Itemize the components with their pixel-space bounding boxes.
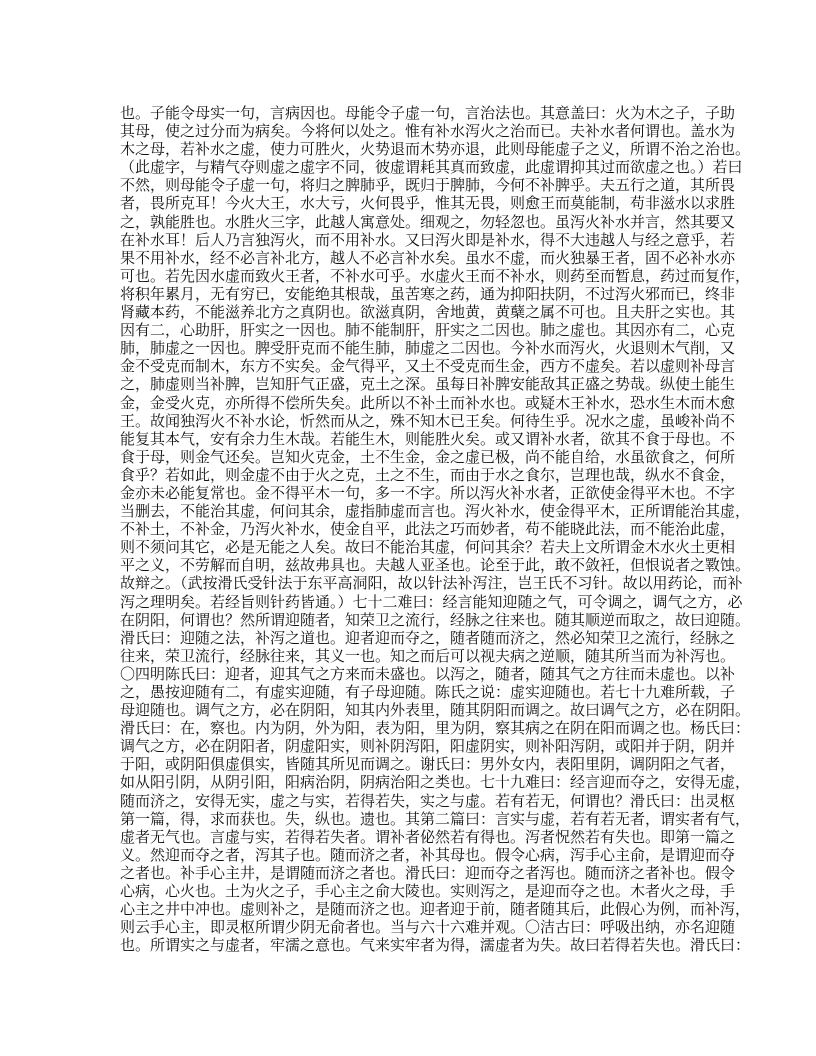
text-line: 之，愚按迎随有二，有虚实迎随，有子母迎随。陈氏之说：虚实迎随也。若七十九难所载，子	[120, 683, 736, 701]
text-line: 则云手心主，即灵枢所谓少阴无俞者也。当与六十六难并观。〇洁古曰：呼吸出纳，亦名迎随	[120, 918, 736, 937]
text-line: 也。子能令母实一句，言病因也。母能令子虚一句，言治法也。其意盖曰：火为木之子，子助	[120, 104, 736, 122]
text-line: 之，肺虚则当补脾，岂知肝气正盛，克土之深。虽每日补脾安能敌其正盛之势哉。纵使土能生	[120, 375, 736, 394]
text-line: 往来，荣卫流行，经脉往来，其义一也。知之而后可以视夫病之逆顺，随其所当而为补泻也。	[120, 646, 736, 665]
text-line: 金，金受火克，亦所得不偿所失矣。此所以不补土而补水也。或疑木王补水，恐水生木而木愈	[120, 393, 736, 412]
text-line: 滑氏曰：在，察也。内为阴，外为阳，表为阳，里为阴，察其病之在阴在阳而调之也。杨氏曰：	[120, 719, 751, 738]
text-line: 随而济之，安得无实，虚之与实，若得若失，实之与虚。若有若无，何谓也？滑氏曰：出灵枢	[120, 791, 736, 810]
text-line: 义。然迎而夺之者，泻其子也。随而济之者，补其母也。假令心病，泻手心主俞，是谓迎而夺	[120, 845, 736, 864]
text-line: 将积年累月，无有穷已，安能绝其根哉，虽苦寒之药，通为抑阳扶阴，不过泻火邪而已，终非	[120, 284, 736, 303]
text-line: 食于母，则金气还矣。岂知火克金，土不生金，金之虚已极，尚不能自给，水虽欲食之，何所	[120, 447, 736, 466]
text-line: 能复其本气，安有余力生木哉。若能生木，则能胜火矣。或又谓补水者，欲其不食于母也。不	[120, 429, 736, 448]
text-line: 心病，心火也。土为火之子，手心主之俞大陵也。实则泻之，是迎而夺之也。木者火之母，手	[120, 882, 736, 901]
text-line: 可也。若先因水虚而致火王者，不补水可乎。水虚火王而不补水，则药至而暂息，药过而复作，	[120, 266, 751, 285]
text-line: 在阴阳，何谓也？然所谓迎随者，知荣卫之流行，经脉之往来也。随其顺逆而取之，故曰迎随。	[120, 610, 751, 629]
text-line: 虚者无气也。言虚与实，若得若失者。谓补者佖然若有得也。泻者怳然若有失也。即第一篇之	[120, 827, 736, 846]
text-line: 之，孰能胜也。水胜火三字，此越人寓意处。细观之，勿轻忽也。虽泻火补水并言，然其要又	[120, 212, 736, 231]
text-line: （此虚字，与精气夺则虚之虚字不同，彼虚谓耗其真而致虚，此虚谓抑其过而欲虚之也。）若曰	[120, 158, 743, 177]
text-line: 第一篇，得，求而获也。失，纵也。遗也。其第二篇曰：言实与虚，若有若无者，谓实者有气，	[120, 809, 751, 828]
text-line: 如从阳引阴，从阴引阳，阳病治阴，阴病治阳之类也。七十九难曰：经言迎而夺之，安得无虚，	[120, 773, 751, 792]
text-line: 食乎？若如此，则金虚不由于火之克，土之不生，而由于水之食尔，岂理也哉，纵水不食金，	[120, 465, 736, 484]
text-line: 之者也。补手心主井，是谓随而济之者也。滑氏曰：迎而夺之者泻也。随而济之者补也。假令	[120, 863, 736, 882]
text-line: 肾藏本药，不能滋养北方之真阴也。欲滋真阴，舍地黄，黄蘖之属不可也。且夫肝之实也。其	[120, 303, 736, 322]
text-line: 故辩之。（武按滑氏受针法于东平高洞阳，故以针法补泻注，岂王氏不习针。故以用药论，而补	[120, 574, 743, 593]
text-line: 果不用补水，经不必言补北方，越人不必言补水矣。虽水不虚，而火独暴王者，固不必补水亦	[120, 248, 736, 267]
text-line: 当删去，不能治其虚，何问其余，虚指肺虚而言也。泻火补水，使金得平木，正所谓能治其虚，	[120, 502, 751, 521]
text-line: 泻之理明矣。若经旨则针药皆通。）七十二难曰：经言能知迎随之气，可令调之，调气之方，必	[120, 592, 743, 611]
text-line: 〇四明陈氏曰：迎者，迎其气之方来而未盛也。以泻之，随者，随其气之方往而未虚也。以补	[120, 664, 736, 683]
text-line: 王。故闻独泻火不补水论，忻然而从之，殊不知木已王矣。何待生乎。况水之虚，虽峻补尚不	[120, 411, 736, 430]
text-line: 则不须问其它，必是无能之人矣。故曰不能治其虚，何问其余？若夫上文所谓金木水火土更相	[120, 538, 736, 557]
text-line: 平之义，不劳解而自明，兹故弗具也。夫越人亚圣也。论至于此，敢不敛衽，但恨说者之斁蚀。	[120, 556, 751, 575]
text-line: 于阳，或阴阳俱虚俱实，皆随其所见而调之。谢氏曰：男外女内，表阳里阴，调阴阳之气者，	[120, 755, 736, 774]
text-line: 金亦未必能复常也。金不得平木一句，多一不字。所以泻火补水者，正欲使金得平木也。不字	[120, 483, 736, 502]
text-line: 母迎随也。调气之方，必在阴阳，知其内外表里，随其阴阳而调之。故曰调气之方，必在阴阳。	[120, 701, 751, 720]
text-line: 心主之井中冲也。虚则补之，是随而济之也。迎者迎于前，随者随其后，此假心为例，而补泻，	[120, 900, 751, 919]
text-line: 者，畏所克耳！今火大王，水大亏，火何畏乎，惟其无畏，则愈王而莫能制，苟非滋水以求胜	[120, 194, 736, 213]
text-line: 肺，肺虚之一因也。脾受肝克而不能生肺，肺虚之二因也。今补水而泻火，火退则木气削，又	[120, 339, 736, 358]
text-line: 不然，则母能令子虚一句，将归之脾肺乎，既归于脾肺，今何不补脾乎。夫五行之道，其所畏	[120, 176, 736, 195]
text-line: 金不受克而制木，东方不实矣。金气得平，又土不受克而生金，西方不虚矣。若以虚则补母言	[120, 357, 736, 376]
text-line: 因有二，心助肝，肝实之一因也。肺不能制肝，肝实之二因也。肺之虚也。其因亦有二，心克	[120, 321, 736, 340]
text-line: 不补土，不补金，乃泻火补水，使金自平，此法之巧而妙者，苟不能晓此法，而不能治此虚，	[120, 520, 736, 539]
document-body	[120, 104, 751, 955]
text-line: 滑氏曰：迎随之法，补泻之道也。迎者迎而夺之，随者随而济之，然必知荣卫之流行，经脉之	[120, 628, 736, 647]
text-line: 也。所谓实之与虚者，牢濡之意也。气来实牢者为得，濡虚者为失。故曰若得若失也。滑氏曰：	[120, 936, 751, 955]
text-line: 调气之方，必在阴阳者，阴虚阳实，则补阴泻阳，阳虚阴实，则补阳泻阴，或阳并于阴，阴并	[120, 737, 736, 756]
text-line: 木之母，若补水之虚，使力可胜火，火势退而木势亦退，此则母能虚子之义，所谓不治之治也。	[120, 140, 751, 159]
text-line: 其母，使之过分而为病矣。今将何以处之。惟有补水泻火之治而已。夫补水者何谓也。盖水为	[120, 122, 736, 141]
text-line: 在补水耳！后人乃言独泻火，而不用补水。又曰泻火即是补水，得不大违越人与经之意乎，若	[120, 230, 736, 249]
